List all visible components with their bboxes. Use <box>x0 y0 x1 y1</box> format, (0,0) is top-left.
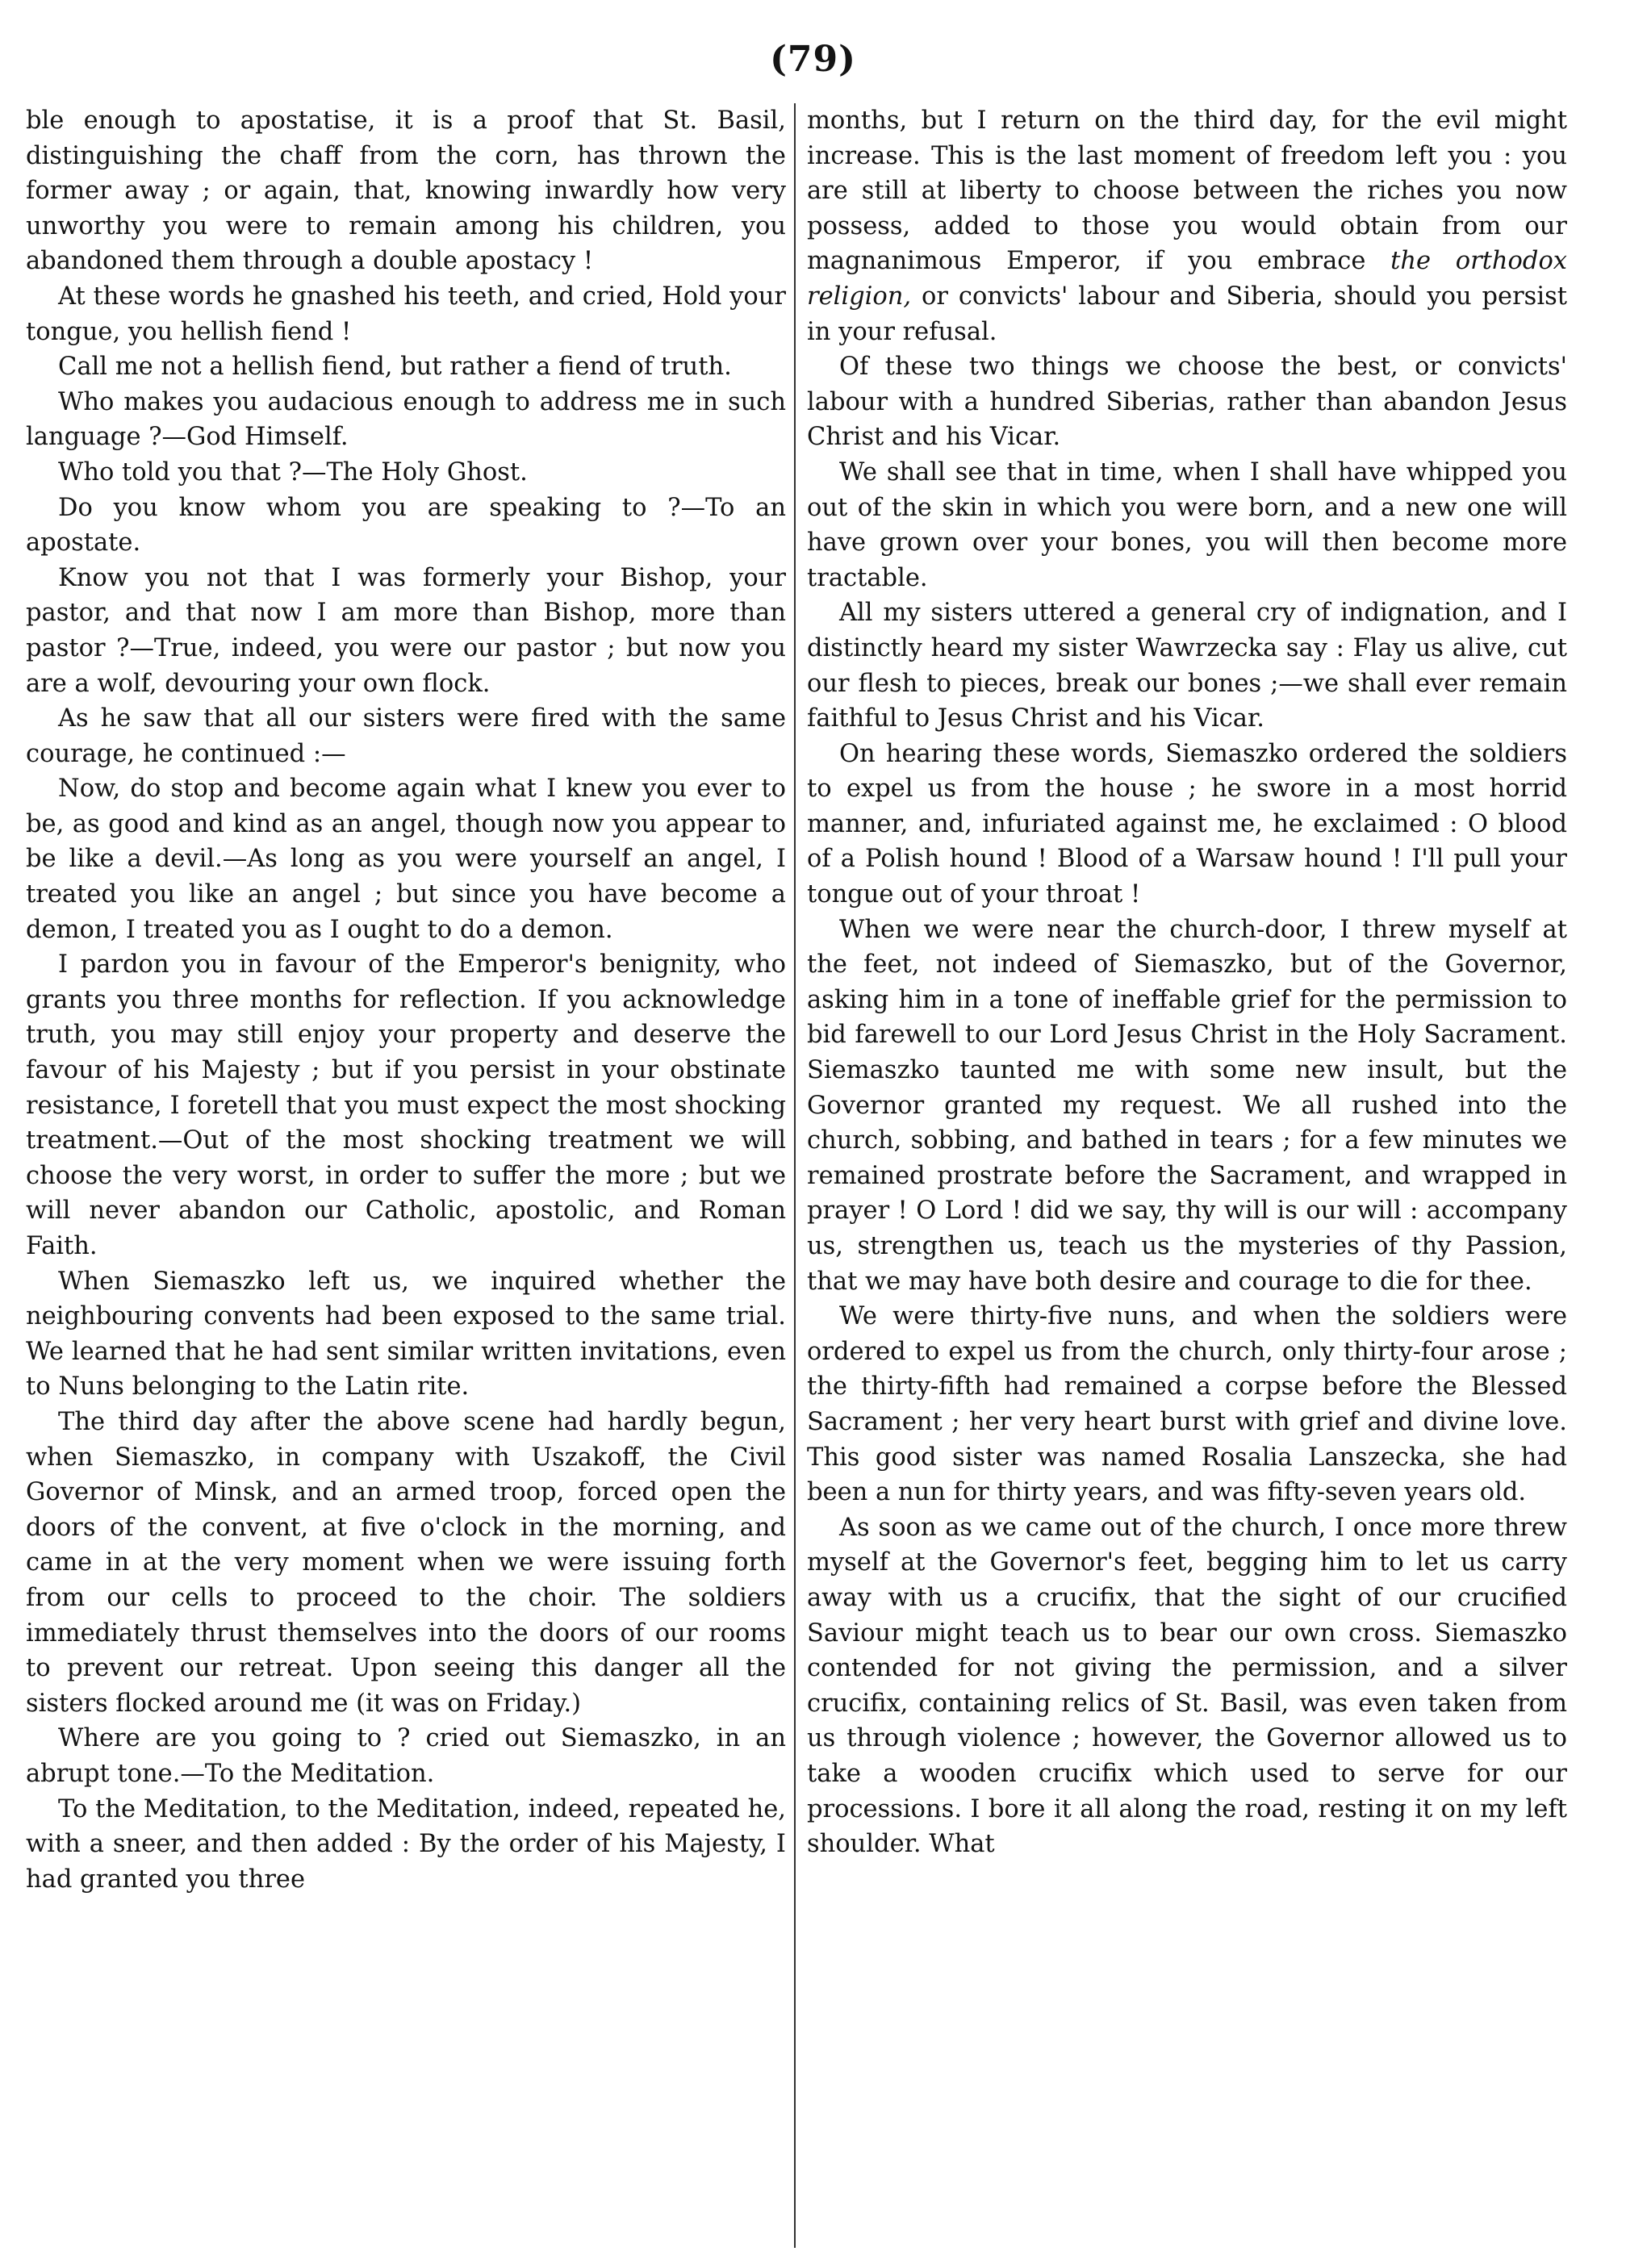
paragraph: Now, do stop and become again what I knew you ever to be, as good and kind as an angel, though now you appear to be like a devil.—As long as you were yourself an angel, I treated you like an angel ; but since you have become a demon, I treated you as I ought to do a demon. <box>26 775 786 944</box>
paragraph-text: months, but I return on the third day, for the evil might increase. This is the last moment of freedom left you : you are still at liberty to choose between the riches you now possess, added to those you would obtain from our magnanimous Emperor, if you embrace <box>807 107 1567 276</box>
paragraph: ble enough to apostatise, it is a proof that St. Basil, distinguishing the chaff from the corn, has thrown the former away ; or again, that, knowing inwardly how very unworthy you were to remain among his children, you abandoned them through a double apostacy ! <box>26 107 786 276</box>
paragraph: Who makes you audacious enough to address me in such language ?—God Himself. <box>26 387 786 452</box>
paragraph-text: or convicts' labour and Siberia, should you persist in your refusal. <box>807 282 1567 346</box>
paragraph: I pardon you in favour of the Emperor's benignity, who grants you three months for reflection. If you acknowledge truth, you may still enjoy your property and deserve the favour of his Majesty ; but if you persist in your obstinate resistance, I foretell that you must expect the most shocking treatment.—Out of the most shocking treatment we will choose the very worst, in order to suffer the more ; but we will never abandon our Catholic, apostolic, and Roman Faith. <box>26 950 786 1260</box>
page-number: (79) <box>770 39 856 80</box>
paragraph: Who told you that ?—The Holy Ghost. <box>58 457 528 487</box>
emphasis-text: the orthodox religion, <box>807 247 1568 311</box>
paragraph: As soon as we came out of the church, I once more threw myself at the Governor's feet, begging him to let us carry away with us a crucifix, that the sight of our crucified Saviour might teach us to bear our own cross. Siemaszko contended for not giving the permission, and a silver crucifix, containing relics of St. Basil, was even taken from us through violence ; however, the Governor allowed us to take a wooden crucifix which used to serve for our processions. I bore it all along the road, resting it on my left shoulder. What <box>807 1513 1567 1859</box>
paragraph: When Siemaszko left us, we inquired whether the neighbouring convents had been exposed to the same trial. We learned that he had sent similar written invitations, even to Nuns belonging to the Latin rite. <box>26 1267 786 1401</box>
paragraph: Where are you going to ? cried out Siemaszko, in an abrupt tone.—To the Meditation. <box>26 1724 786 1788</box>
paragraph: The third day after the above scene had hardly begun, when Siemaszko, in company with Uszakoff, the Civil Governor of Minsk, and an armed troop, forced open the doors of the convent, at five o'clock in the morning, and came in at the very moment when we were issuing forth from our cells to proceed to the choir. The soldiers immediately thrust themselves into the doors of our rooms to prevent our retreat. Upon seeing this danger all the sisters flocked around me (it was on Friday.) <box>26 1407 786 1718</box>
column-divider <box>794 103 796 2248</box>
paragraph: At these words he gnashed his teeth, and cried, Hold your tongue, you hellish fiend ! <box>26 282 786 346</box>
left-column <box>26 103 786 1897</box>
paragraph: To the Meditation, to the Meditation, indeed, repeated he, with a sneer, and then added : By the order of his Majesty, I had granted you three <box>26 1794 786 1894</box>
paragraph: On hearing these words, Siemaszko ordered the soldiers to expel us from the house ; he swore in a most horrid manner, and, infuriated against me, he exclaimed : O blood of a Polish hound ! Blood of a Warsaw hound ! I'll pull your tongue out of your throat ! <box>807 739 1567 909</box>
paragraph: We shall see that in time, when I shall have whipped you out of the skin in which you were born, and a new one will have grown over your bones, you will then become more tractable. <box>807 457 1567 592</box>
paragraph: Do you know whom you are speaking to ?—To an apostate. <box>26 493 786 558</box>
paragraph: Know you not that I was formerly your Bishop, your pastor, and that now I am more than Bishop, more than pastor ?—True, indeed, you were our pastor ; but now you are a wolf, devouring your own flock. <box>26 563 786 698</box>
paragraph: As he saw that all our sisters were fired with the same courage, he continued :— <box>26 704 786 768</box>
paragraph <box>807 103 1567 349</box>
paragraph: Of these two things we choose the best, or convicts' labour with a hundred Siberias, rather than abandon Jesus Christ and his Vicar. <box>807 353 1567 452</box>
right-column <box>807 103 1567 1862</box>
paragraph: We were thirty-five nuns, and when the soldiers were ordered to expel us from the church, only thirty-four arose ; the thirty-fifth had remained a corpse before the Blessed Sacrament ; her very heart burst with grief and divine love. This good sister was named Rosalia Lanszecka, she had been a nun for thirty years, and was fifty-seven years old. <box>807 1302 1567 1507</box>
paragraph: All my sisters uttered a general cry of indignation, and I distinctly heard my sister Wawrzecka say : Flay us alive, cut our flesh to pieces, break our bones ;—we shall ever remain faithful to Jesus Christ and his Vicar. <box>807 599 1567 733</box>
paragraph: Call me not a hellish fiend, but rather a fiend of truth. <box>58 353 732 382</box>
paragraph: When we were near the church-door, I threw myself at the feet, not indeed of Siemaszko, but of the Governor, asking him in a tone of ineffable grief for the permission to bid farewell to our Lord Jesus Christ in the Holy Sacrament. Siemaszko taunted me with some new insult, but the Governor granted my request. We all rushed into the church, sobbing, and bathed in tears ; for a few minutes we remained prostrate before the Sacrament, and wrapped in prayer ! O Lord ! did we say, thy will is our will : accompany us, strengthen us, teach us the mysteries of thy Passion, that we may have both desire and courage to die for thee. <box>807 915 1567 1296</box>
